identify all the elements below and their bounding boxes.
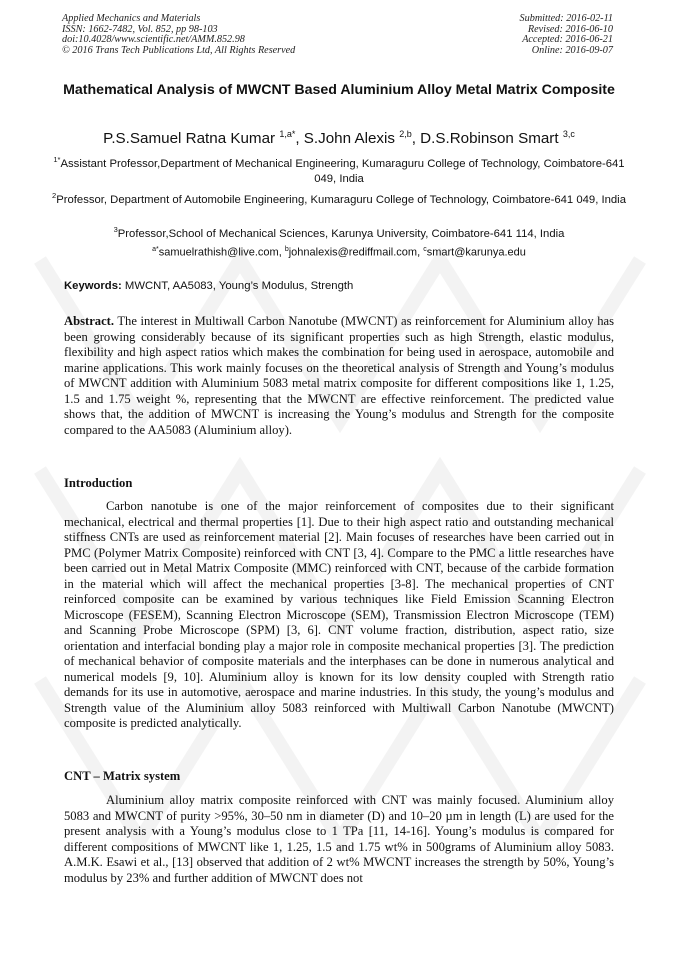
journal-issn: ISSN: 1662-7482, Vol. 852, pp 98-103 [62,23,218,35]
date-submitted: Submitted: 2016-02-11 [519,13,613,24]
author-affiliation-marker: 1,a* [279,129,296,139]
author-name: D.S.Robinson Smart [420,130,563,148]
email-marker: b [284,246,289,253]
author-name: S.John Alexis [303,130,400,148]
journal-doi: doi:10.4028/www.scientific.net/AMM.852.98 [62,34,245,46]
email-link[interactable]: johnalexis@rediffmail.com, [288,246,424,259]
author-affiliation-marker: 3,c [562,129,575,139]
author-separator: , [295,130,304,148]
abstract-label: Abstract. [64,314,115,328]
affiliation-marker: 2 [52,191,57,200]
keywords-label: Keywords: [64,280,122,292]
publication-dates [520,14,613,56]
abstract-text: The interest in Multiwall Carbon Nanotube (MWCNT) as reinforcement for Aluminium alloy has been growing considerably because of its significant properties such as high Strength, elastic modulus, flexibility and high aspect ratios which makes the combination for being used in aerospace, automobile and marine applications. This work mainly focuses on the theoretical analysis of Strength and Young’s modulus of MWCNT addition with Aluminium 5083 metal matrix composite for different compositions like 1, 1.25, 1.5 and 1.75 weight %, representing that the MWCNT are effective reinforcement. The predicted value shows that, the addition of MWCNT is increasing the Young’s modulus and Strength for the composite compared to the AA5083 (Aluminium alloy). [64,314,614,437]
author-emails [50,243,628,260]
section-heading-cnt-matrix: CNT – Matrix system [64,769,181,783]
affiliation-text: Professor, Department of Automobile Engineering, Kumaraguru College of Technology, Coimbatore-641 049, India [56,193,626,206]
affiliation-marker: 1* [53,155,61,164]
affiliation-1 [50,152,628,188]
date-accepted: Accepted: 2016-06-21 [522,34,613,46]
introduction-paragraph: Carbon nanotube is one of the major reinforcement of composites due to their significant mechanical, electrical and thermal properties [1]. Due to their high aspect ratio and outstanding mechanical stiffness CNTs are used as reinforcement material [2]. Main focuses of researches have been carried out in PMC (Polymer Matrix Composite) reinforced with CNT [3, 4]. Compare to the PMC a little researches have been carried out in Metal Matrix Composite (MMC) reinforced with CNT, because of the carbide formation in the material which will affect the mechanical properties [3-8]. The mechanical properties of CNT reinforced composite can be examined by various techniques like Field Emission Scanning Electron Microscope (FESEM), Scanning Electron Microscope (SEM), Transmission Electron Microscope (TEM) and Scanning Probe Microscope (SPM) [3, 6]. CNT volume fraction, distribution, aspect ratio, size orientation and interfacial bonding play a major role in composite mechanical properties [3]. The prediction of mechanical behavior of composite materials and the interphases can be done in numerous analytical and numerical models [9, 10]. Aluminium alloy is known for its low density coupled with Strength ratio demands for its use in automotive, aerospace and marine industries. In this study, the young’s modulus and Strength value of the Aluminium alloy 5083 reinforced with Multiwall Carbon Nanotube (MWCNT) composite is predicted analytically. [64,499,614,730]
section-heading-introduction: Introduction [64,476,133,490]
date-online: Online: 2016-09-07 [531,44,613,56]
cnt-matrix-paragraph: Aluminium alloy matrix composite reinforced with CNT was mainly focused. Aluminium alloy 5083 and MWCNT of purity >95%, 30–50 nm in diameter (D) and 10–20 µm in length (L) are used for the present analysis with a Young’s modulus close to 1 TPa [11, 14-16]. Young’s modulus is compared for different compositions of MWCNT like 1, 1.25, 1.5 and 1.75 wt% in 500grams of Aluminium alloy 5083. A.M.K. Esawi et al., [13] observed that addition of 2 wt% MWCNT increases the strength by 50%, Young’s modulus by 23% and further addition of MWCNT does not [64,793,614,885]
journal-copyright: © 2016 Trans Tech Publications Ltd, All Rights Reserved [62,44,296,56]
author-affiliation-marker: 2,b [399,129,412,139]
email-link[interactable]: smart@karunya.edu [426,246,526,259]
author-name: P.S.Samuel Ratna Kumar [103,130,280,148]
journal-info [62,14,295,56]
email-marker: a* [152,246,159,253]
affiliation-2 [50,188,628,208]
abstract [64,314,614,438]
date-revised: Revised: 2016-06-10 [527,23,613,35]
affiliation-3 [50,222,628,242]
affiliation-marker: 3 [113,225,118,234]
affiliation-text: Professor,School of Mechanical Sciences, Karunya University, Coimbatore-641 114, India [117,227,565,240]
affiliation-text: Assistant Professor,Department of Mechanical Engineering, Kumaraguru College of Technology, Coimbatore-641 049, India [60,157,625,186]
paper-title: Mathematical Analysis of MWCNT Based Aluminium Alloy Metal Matrix Composite [63,82,615,98]
keywords-text: MWCNT, AA5083, Young’s Modulus, Strength [121,280,354,292]
author-list [40,125,638,148]
journal-name: Applied Mechanics and Materials [62,13,201,24]
email-marker: c [423,246,427,253]
email-link[interactable]: samuelrathish@live.com, [158,246,285,259]
keywords [64,279,614,293]
author-separator: , [411,130,421,148]
